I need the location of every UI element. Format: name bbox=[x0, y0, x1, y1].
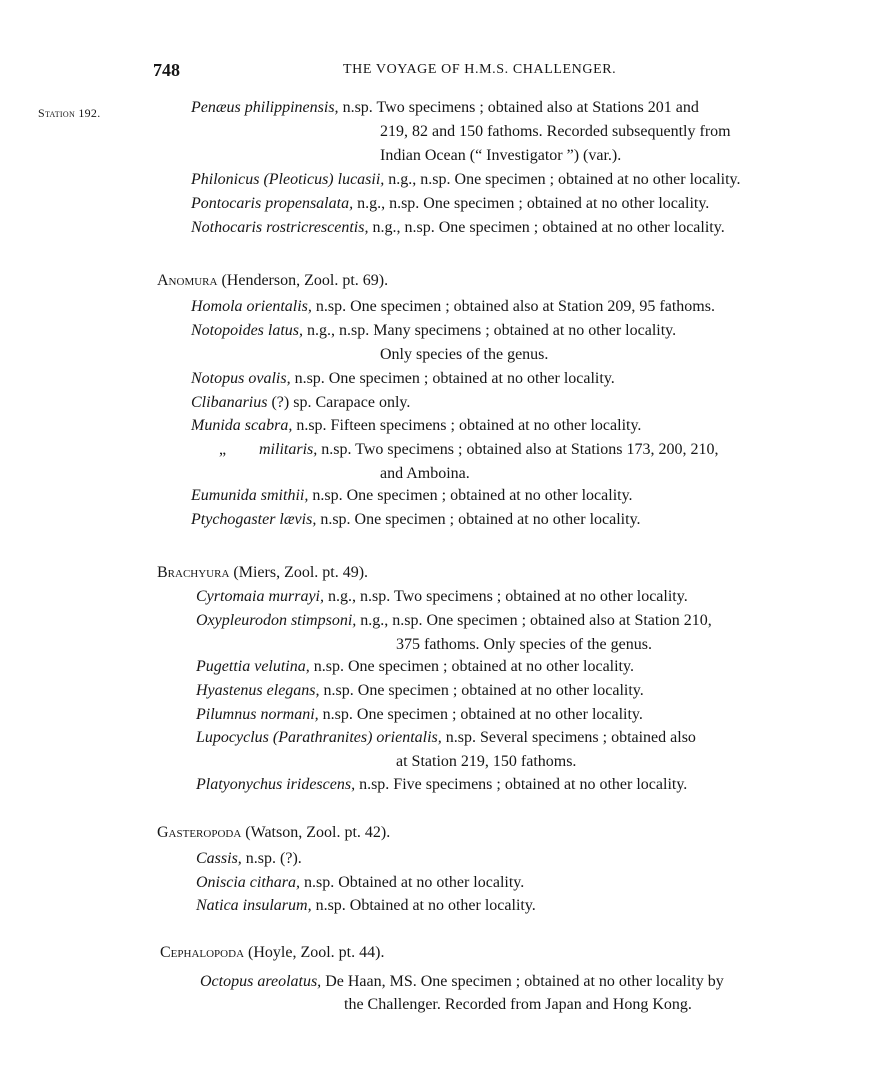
entry-penaeus-cont: 219, 82 and 150 fathoms. Recorded subsequently from bbox=[380, 123, 731, 140]
entry-notopoides-cont: Only species of the genus. bbox=[380, 346, 549, 363]
entry-octopus-cont: the Challenger. Recorded from Japan and Hong Kong. bbox=[344, 996, 692, 1013]
station-label: Station 192. bbox=[38, 106, 101, 120]
section-heading-brachyura bbox=[157, 563, 368, 583]
section-heading-cephalopoda bbox=[160, 943, 384, 963]
entry-nothocaris bbox=[191, 218, 725, 238]
entry-platyonychus bbox=[196, 775, 687, 795]
entry-hyastenus bbox=[196, 681, 644, 701]
species-name: Notopus ovalis, bbox=[191, 370, 291, 387]
entry-text: n.sp. One specimen ; obtained also at Station 209, 95 fathoms. bbox=[311, 298, 715, 315]
entry-homola bbox=[191, 297, 715, 317]
entry-text: n.g., n.sp. One specimen ; obtained also at Station 210, bbox=[356, 612, 712, 629]
entry-text: n.g., n.sp. One specimen ; obtained at no other locality. bbox=[384, 171, 741, 188]
species-name: Homola orientalis, bbox=[191, 298, 312, 315]
species-name: Eumunida smithii, bbox=[191, 487, 309, 504]
running-head: THE VOYAGE OF H.M.S. CHALLENGER. bbox=[343, 62, 617, 77]
entry-pontocaris bbox=[191, 194, 709, 214]
entry-text: n.sp. Five specimens ; obtained at no other locality. bbox=[355, 776, 688, 793]
ditto-mark: „ bbox=[219, 441, 227, 458]
entry-text: n.sp. Obtained at no other locality. bbox=[311, 897, 536, 914]
entry-lupocyclus bbox=[196, 728, 696, 748]
entry-pugettia bbox=[196, 657, 634, 677]
entry-natica bbox=[196, 896, 536, 916]
entry-text: n.sp. One specimen ; obtained at no other locality. bbox=[319, 682, 644, 699]
species-name: Pilumnus normani, bbox=[196, 706, 319, 723]
species-name: Cassis, bbox=[196, 850, 242, 867]
entry-octopus bbox=[200, 972, 724, 992]
entry-munida-militaris-cont: and Amboina. bbox=[380, 465, 470, 482]
entry-text: n.sp. Obtained at no other locality. bbox=[300, 874, 525, 891]
species-name: Notopoides latus, bbox=[191, 322, 304, 339]
entry-text: (?) sp. Carapace only. bbox=[267, 394, 411, 411]
species-name: Lupocyclus (Parathranites) orientalis, bbox=[196, 729, 442, 746]
entry-notopoides bbox=[191, 321, 676, 341]
section-heading-anomura bbox=[157, 271, 388, 291]
entry-pilumnus bbox=[196, 705, 643, 725]
entry-text: n.sp. (?). bbox=[241, 850, 302, 867]
section-title: Brachyura bbox=[157, 564, 230, 581]
species-name: Munida scabra, bbox=[191, 417, 293, 434]
species-name: Nothocaris rostricrescentis, bbox=[191, 219, 369, 236]
species-name: Platyonychus iridescens, bbox=[196, 776, 356, 793]
species-name: Cyrtomaia murrayi, bbox=[196, 588, 324, 605]
entry-text: n.g., n.sp. Two specimens ; obtained at no other locality. bbox=[324, 588, 688, 605]
entry-text: n.sp. Fifteen specimens ; obtained at no other locality. bbox=[292, 417, 642, 434]
species-name: Natica insularum, bbox=[196, 897, 312, 914]
section-ref: (Hoyle, Zool. pt. 44). bbox=[244, 944, 385, 961]
entry-penaeus-cont2: Indian Ocean (“ Investigator ”) (var.). bbox=[380, 147, 622, 164]
species-name: Pugettia velutina, bbox=[196, 658, 310, 675]
entry-philonicus bbox=[191, 170, 741, 190]
species-name: Ptychogaster lævis, bbox=[191, 511, 317, 528]
entry-lupocyclus-cont: at Station 219, 150 fathoms. bbox=[396, 753, 577, 770]
entry-text: n.sp. Several specimens ; obtained also bbox=[441, 729, 696, 746]
section-heading-gasteropoda bbox=[157, 823, 390, 843]
entry-oniscia bbox=[196, 873, 524, 893]
species-name: Hyastenus elegans, bbox=[196, 682, 320, 699]
entry-munida-militaris bbox=[219, 440, 718, 460]
entry-text: n.g., n.sp. Many specimens ; obtained at no other locality. bbox=[303, 322, 677, 339]
section-ref: (Miers, Zool. pt. 49). bbox=[229, 564, 369, 581]
entry-text: n.sp. One specimen ; obtained at no other locality. bbox=[308, 487, 633, 504]
entry-eumunida bbox=[191, 486, 633, 506]
entry-text: n.sp. One specimen ; obtained at no other locality. bbox=[318, 706, 643, 723]
species-name: Penæus philippinensis, bbox=[191, 99, 339, 116]
page-number: 748 bbox=[153, 60, 180, 80]
section-title: Gasteropoda bbox=[157, 824, 242, 841]
entry-clibanarius bbox=[191, 393, 410, 413]
entry-text: n.sp. Two specimens ; obtained also at Stations 173, 200, 210, bbox=[317, 441, 719, 458]
section-ref: (Watson, Zool. pt. 42). bbox=[241, 824, 391, 841]
entry-cyrtomaia bbox=[196, 587, 688, 607]
entry-notopus bbox=[191, 369, 615, 389]
entry-text: n.sp. One specimen ; obtained at no other locality. bbox=[290, 370, 615, 387]
entry-text: n.g., n.sp. One specimen ; obtained at no other locality. bbox=[353, 195, 710, 212]
entry-oxypleurodon-cont: 375 fathoms. Only species of the genus. bbox=[396, 636, 652, 653]
entry-text: n.sp. Two specimens ; obtained also at Stations 201 and bbox=[338, 99, 699, 116]
species-name: Octopus areolatus, bbox=[200, 973, 322, 990]
section-ref: (Henderson, Zool. pt. 69). bbox=[217, 272, 389, 289]
species-name: Pontocaris propensalata, bbox=[191, 195, 354, 212]
species-name: militaris, bbox=[259, 441, 318, 458]
entry-text: n.g., n.sp. One specimen ; obtained at no other locality. bbox=[368, 219, 725, 236]
entry-cassis bbox=[196, 849, 302, 869]
species-name: Philonicus (Pleoticus) lucasii, bbox=[191, 171, 385, 188]
species-name: Oxypleurodon stimpsoni, bbox=[196, 612, 357, 629]
entry-munida-scabra bbox=[191, 416, 641, 436]
entry-penaeus bbox=[191, 98, 699, 118]
species-name: Clibanarius bbox=[191, 394, 268, 411]
species-name: Oniscia cithara, bbox=[196, 874, 300, 891]
section-title: Anomura bbox=[157, 272, 218, 289]
entry-oxypleurodon bbox=[196, 611, 712, 631]
section-title: Cephalopoda bbox=[160, 944, 245, 961]
entry-ptychogaster bbox=[191, 510, 641, 530]
entry-text: De Haan, MS. One specimen ; obtained at no other locality by bbox=[321, 973, 724, 990]
entry-text: n.sp. One specimen ; obtained at no other locality. bbox=[316, 511, 641, 528]
entry-text: n.sp. One specimen ; obtained at no other locality. bbox=[309, 658, 634, 675]
